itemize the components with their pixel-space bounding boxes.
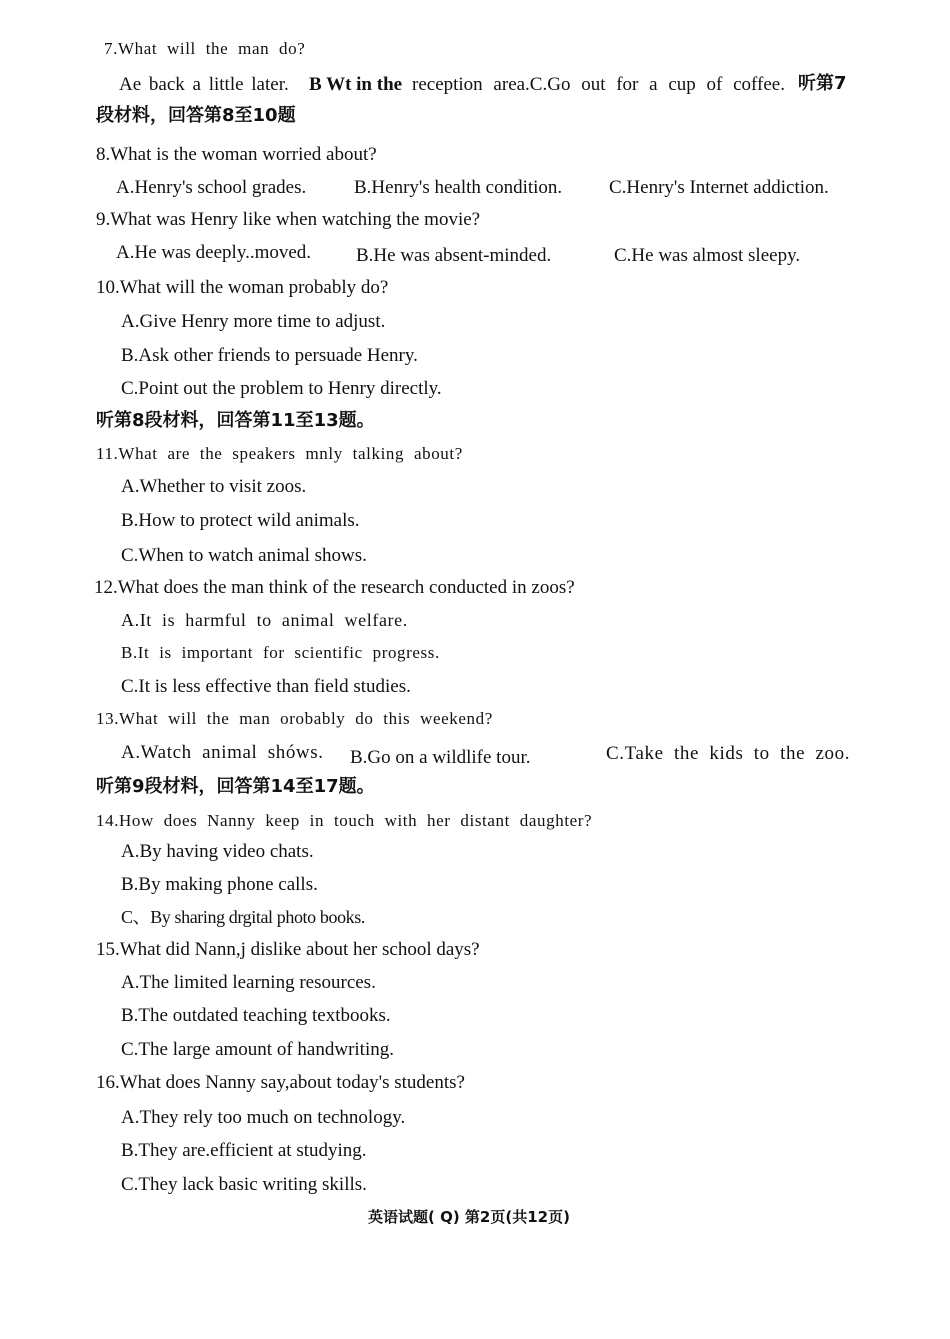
q12-option-b: B.It is important for scientific progress. (121, 643, 440, 662)
q7-option-b: B Wt in the (309, 74, 403, 95)
q14-option-b: B.By making phone calls. (121, 874, 318, 895)
q11-option-c: C.When to watch animal shows. (121, 545, 367, 566)
page-footer: 英语试题( Q) 第2页(共12页) (368, 1208, 570, 1226)
section-8-heading: 听第8段材料，回答第11至13题。 (96, 410, 375, 431)
q13-option-a: A.Watch animal shóws. (121, 742, 324, 763)
q9-option-a: A.He was deeply..moved. (116, 242, 312, 263)
q8-question: 8.What is the woman worried about? (96, 144, 377, 165)
q11-question: 11.What are the speakers mnly talking about? (96, 444, 463, 463)
q16-question: 16.What does Nanny say,about today's students? (96, 1072, 465, 1093)
q15-question: 15.What did Nann,j dislike about her school days? (96, 939, 480, 960)
q11-option-a: A.Whether to visit zoos. (121, 476, 307, 497)
q15-option-c: C.The large amount of handwriting. (121, 1039, 394, 1060)
q7-option-b-rest: reception area.C.Go out for a cup of coffee. (412, 74, 785, 95)
q14-question: 14.How does Nanny keep in touch with her distant daughter? (96, 811, 593, 830)
q10-option-c: C.Point out the problem to Henry directly. (121, 378, 442, 399)
q12-option-c: C.It is less effective than field studies. (121, 676, 411, 697)
q9-question: 9.What was Henry like when watching the movie? (96, 209, 481, 230)
q8-option-b: B.Henry's health condition. (354, 177, 563, 198)
q13-option-c: C.Take the kids to the zoo. (606, 743, 851, 764)
q16-option-a: A.They rely too much on technology. (121, 1107, 406, 1128)
q10-option-b: B.Ask other friends to persuade Henry. (121, 345, 418, 366)
q11-option-b: B.How to protect wild animals. (121, 510, 360, 531)
section-9-heading: 听第9段材料，回答第14至17题。 (96, 776, 375, 797)
q12-option-a: A.It is harmful to animal welfare. (121, 610, 408, 630)
section-7-heading-a: 听第7 (798, 73, 847, 94)
q14-option-c: C、By sharing drgital photo books. (121, 907, 365, 927)
q9-option-c: C.He was almost sleepy. (614, 245, 801, 266)
q16-option-c: C.They lack basic writing skills. (121, 1174, 367, 1195)
section-7-heading-b: 段材料，回答第8至10题 (96, 105, 296, 126)
q7-question: 7.What will the man do? (104, 39, 306, 58)
q10-question: 10.What will the woman probably do? (96, 277, 389, 298)
q7-option-a: Ae back a little later. (119, 74, 289, 95)
q8-option-c: C.Henry's Internet addiction. (609, 177, 829, 198)
q13-option-b: B.Go on a wildlife tour. (350, 747, 531, 768)
q14-option-a: A.By having video chats. (121, 841, 314, 862)
q13-question: 13.What will the man orobably do this weekend? (96, 709, 493, 728)
q16-option-b: B.They are.efficient at studying. (121, 1140, 367, 1161)
q9-option-b: B.He was absent-minded. (356, 245, 552, 266)
q10-option-a: A.Give Henry more time to adjust. (121, 311, 386, 332)
q12-question: 12.What does the man think of the research conducted in zoos? (94, 577, 575, 598)
q15-option-b: B.The outdated teaching textbooks. (121, 1005, 391, 1026)
q8-option-a: A.Henry's school grades. (116, 177, 307, 198)
q15-option-a: A.The limited learning resources. (121, 972, 376, 993)
